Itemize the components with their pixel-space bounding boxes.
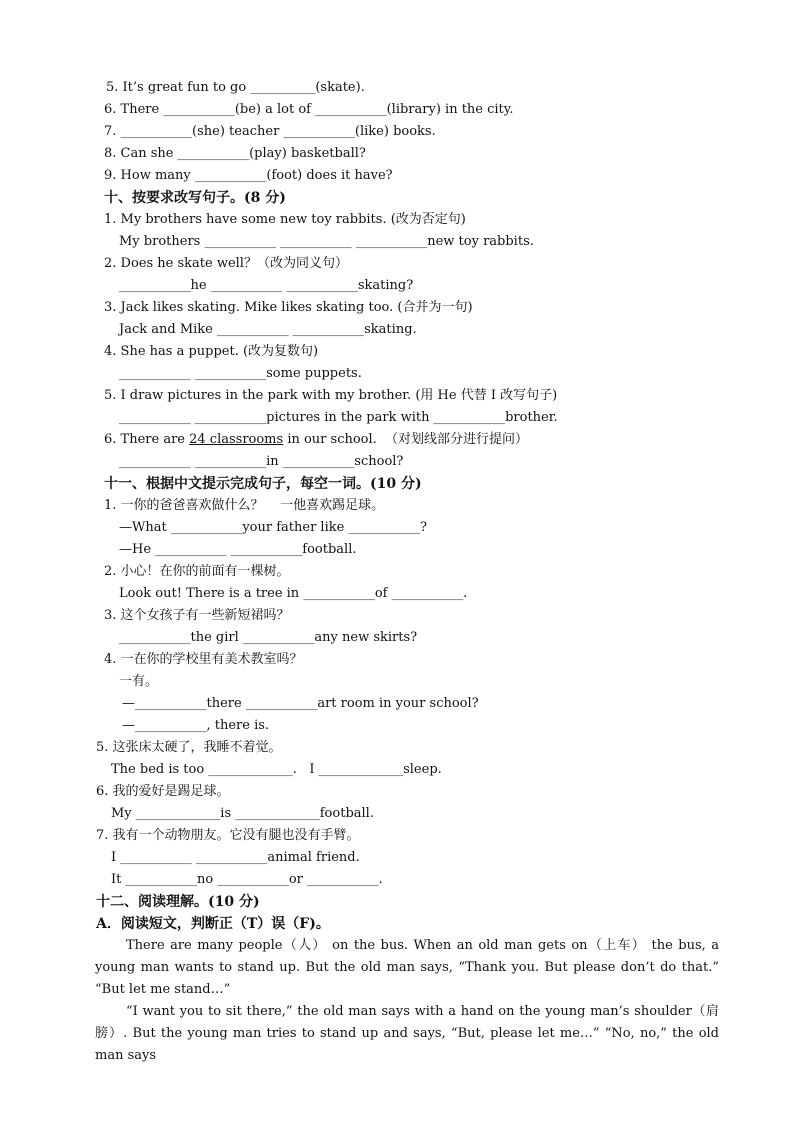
s10-q6-suffix: in our school. （对划线部分进行提问）	[283, 432, 529, 447]
s11-q4-answer-a: —___________there ___________art room in your school?	[122, 696, 479, 711]
s11-q5-answer: The bed is too _____________. I _____________sleep.	[111, 762, 442, 777]
s10-q1-answer: My brothers ___________ ___________ ___________new toy rabbits.	[119, 234, 534, 249]
s11-q4: 4. 一在你的学校里有美术教室吗？	[104, 652, 303, 667]
s10-q5: 5. I draw pictures in the park with my brother. (用 He 代替 I 改写句子)	[104, 388, 558, 403]
s11-q2-answer: Look out! There is a tree in ___________of ___________.	[119, 586, 468, 601]
s10-q6-underlined: 24 classrooms	[189, 432, 284, 447]
s10-q3-answer: Jack and Mike ___________ ___________skating.	[119, 322, 417, 337]
s10-q2: 2. Does he skate well？（改为同义句）	[104, 256, 348, 271]
s11-q6-answer: My _____________is _____________football.	[111, 806, 374, 821]
q5-skate: 5. It’s great fun to go __________(skate).	[106, 80, 365, 95]
s10-q4-answer: ___________ ___________some puppets.	[119, 366, 362, 381]
s11-q3-answer: ___________the girl ___________any new skirts?	[119, 630, 418, 645]
s11-q5: 5. 这张床太硬了，我睡不着觉。	[96, 740, 282, 755]
s11-q7-answer-a: I ___________ ___________animal friend.	[111, 850, 360, 865]
s10-q4: 4. She has a puppet. (改为复数句)	[104, 344, 319, 359]
s11-q1-answer-b: —He ___________ ___________football.	[119, 542, 357, 557]
s10-q6-answer: ___________ ___________in ___________school?	[119, 454, 404, 469]
section-11-heading: 十一、根据中文提示完成句子，每空一词。(10 分)	[104, 476, 422, 492]
reading-part-a-instruction: A．阅读短文，判断正（T）误（F)。	[96, 916, 330, 932]
s11-q1-answer-a: —What ___________your father like ___________?	[119, 520, 427, 535]
reading-paragraph-2: “I want you to sit there,” the old man says with a hand on the young man’s shoulder（肩膀）. But the young man tries to stand up and says, “But, please let me…” “No, no,” the old man says	[95, 1004, 719, 1063]
section-12-heading: 十二、阅读理解。(10 分)	[96, 894, 260, 910]
s11-q2: 2. 小心！在你的前面有一棵树。	[104, 564, 290, 579]
s11-q4-answer-b: —___________, there is.	[122, 718, 270, 733]
s10-q6	[104, 432, 528, 448]
s11-q3: 3. 这个女孩子有一些新短裙吗？	[104, 608, 290, 623]
s11-q7-answer-b: It ___________no ___________or ___________.	[111, 872, 383, 887]
s11-q1: 1. 一你的爸爸喜欢做什么？ 一他喜欢踢足球。	[104, 498, 385, 513]
section-10-heading: 十、按要求改写句子。(8 分)	[104, 190, 286, 206]
q7-like: 7. ___________(she) teacher ___________(like) books.	[104, 124, 436, 139]
s10-q1: 1. My brothers have some new toy rabbits. (改为否定句)	[104, 212, 466, 227]
q6-library: 6. There ___________(be) a lot of ___________(library) in the city.	[104, 102, 514, 117]
reading-paragraph-1: There are many people（人） on the bus. When an old man gets on（上车） the bus, a young man wants to stand up. But the old man says, “Thank you. But please don’t do that.” “But let me stand…”	[95, 938, 719, 997]
s10-q6-prefix: 6. There are	[104, 432, 190, 447]
q9-foot: 9. How many ___________(foot) does it have?	[104, 168, 393, 183]
s10-q5-answer: ___________ ___________pictures in the park with ___________brother.	[119, 410, 558, 425]
s10-q2-answer: ___________he ___________ ___________skating?	[119, 278, 414, 293]
s10-q3: 3. Jack likes skating. Mike likes skating too. (合并为一句)	[104, 300, 473, 315]
s11-q7: 7. 我有一个动物朋友。它没有腿也没有手臂。	[96, 828, 360, 843]
q8-play: 8. Can she ___________(play) basketball?	[104, 146, 366, 161]
s11-q4-response: 一有。	[119, 674, 159, 689]
s11-q6: 6. 我的爱好是踢足球。	[96, 784, 230, 799]
